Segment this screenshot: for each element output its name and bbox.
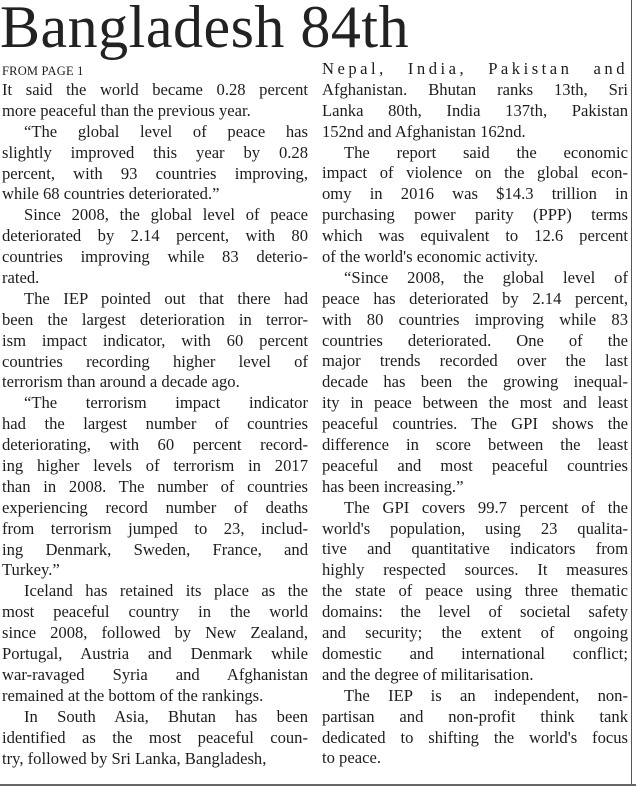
text-line: try, followed by Sri Lanka, Bangladesh, bbox=[2, 748, 267, 768]
article-paragraph bbox=[322, 268, 628, 498]
article-paragraph bbox=[322, 686, 628, 770]
text-line: peaceful countries. The GPI shows the bbox=[322, 414, 628, 434]
text-line: which was equivalent to 12.6 percent bbox=[322, 226, 628, 246]
text-line: Turkey.” bbox=[2, 560, 60, 580]
text-line: ing Denmark, Sweden, France, and bbox=[2, 539, 308, 559]
text-line: “The global level of peace has bbox=[24, 121, 308, 141]
text-line: “Since 2008, the global level of bbox=[344, 267, 628, 287]
text-line: percent, with 93 countries improving, bbox=[2, 163, 308, 183]
article-column-left bbox=[2, 80, 308, 769]
text-line: slightly improved this year by 0.28 bbox=[2, 142, 308, 162]
text-line: Iceland has retained its place as the bbox=[24, 581, 308, 601]
text-line: peace has deteriorated by 2.14 percent, bbox=[322, 288, 628, 308]
text-line: The report said the economic bbox=[344, 142, 628, 162]
article-paragraph bbox=[2, 707, 308, 770]
text-line: ism impact indicator, with 60 percent bbox=[2, 330, 308, 350]
text-line: war-ravaged Syria and Afghanistan bbox=[2, 664, 308, 684]
article-paragraph bbox=[2, 205, 308, 289]
text-line: The IEP is an independent, non- bbox=[344, 685, 628, 705]
text-line: countries improving while 83 deterio- bbox=[2, 247, 308, 267]
text-line: with 80 countries improving while 83 bbox=[322, 309, 628, 329]
text-line: countries deteriorated. One of the bbox=[322, 330, 628, 350]
text-line: difference in score between the least bbox=[322, 435, 628, 455]
text-line: from terrorism jumped to 23, includ- bbox=[2, 518, 308, 538]
text-line: partisan and non-profit think tank bbox=[322, 706, 628, 726]
article-paragraph bbox=[2, 289, 308, 393]
text-line: decade has been the growing inequal- bbox=[322, 372, 628, 392]
text-line: of the world's economic activity. bbox=[322, 247, 539, 267]
text-line: In South Asia, Bhutan has been bbox=[24, 706, 308, 726]
text-line: domestic and international conflict; bbox=[322, 643, 628, 663]
text-line: rated. bbox=[2, 268, 40, 288]
text-line: peaceful and most peaceful countries bbox=[322, 455, 628, 475]
text-line: while 68 countries deteriorated.” bbox=[2, 184, 220, 204]
text-line: It said the world became 0.28 percent bbox=[2, 80, 308, 99]
text-line: deteriorating, with 60 percent record- bbox=[2, 435, 308, 455]
text-line: Lanka 80th, India 137th, Pakistan bbox=[322, 100, 628, 120]
text-line: Since 2008, the global level of peace bbox=[24, 205, 308, 225]
text-line: been the largest deterioration in terror- bbox=[2, 309, 308, 329]
text-line: more peaceful than the previous year. bbox=[2, 100, 251, 120]
article-paragraph bbox=[322, 498, 628, 686]
text-line: than in 2008. The number of countries bbox=[2, 476, 308, 496]
text-line: and the degree of militarisation. bbox=[322, 664, 534, 684]
text-line: ing higher levels of terrorism in 2017 bbox=[2, 456, 308, 476]
text-line: domains: the level of societal safety bbox=[322, 602, 628, 622]
article-paragraph bbox=[2, 80, 308, 122]
article-paragraph bbox=[322, 59, 628, 143]
text-line: “The terrorism impact indicator bbox=[24, 393, 308, 413]
text-line: most peaceful country in the world bbox=[2, 602, 308, 622]
text-line: Afghanistan. Bhutan ranks 13th, Sri bbox=[322, 79, 628, 99]
text-line: world's population, using 23 qualita- bbox=[322, 518, 628, 538]
text-line: 152nd and Afghanistan 162nd. bbox=[322, 121, 526, 141]
text-line: omy in 2016 was $14.3 trillion in bbox=[322, 184, 628, 204]
text-line: dedicated to shifting the world's focus bbox=[322, 727, 628, 747]
text-line: the state of peace using three thematic bbox=[322, 581, 628, 601]
text-line: since 2008, followed by New Zealand, bbox=[2, 623, 308, 643]
text-line: Portugal, Austria and Denmark while bbox=[2, 644, 308, 664]
text-line: The IEP pointed out that there had bbox=[24, 288, 308, 308]
article-paragraph bbox=[2, 581, 308, 706]
article-paragraph bbox=[2, 393, 308, 581]
text-line: and security; the extent of ongoing bbox=[322, 623, 628, 643]
text-line: purchasing power parity (PPP) terms bbox=[322, 205, 628, 225]
text-line: countries recording higher level of bbox=[2, 351, 308, 371]
text-line: remained at the bottom of the rankings. bbox=[2, 685, 264, 705]
text-line: Nepal, India, Pakistan and bbox=[322, 59, 628, 78]
text-line: has been increasing.” bbox=[322, 476, 464, 496]
bottom-rule bbox=[0, 784, 636, 786]
headline: Bangladesh 84th bbox=[0, 0, 410, 60]
text-line: major trends recorded over the last bbox=[322, 351, 628, 371]
column-rule-right bbox=[631, 0, 632, 784]
article-column-right bbox=[322, 59, 628, 769]
text-line: ity in peace between the most and least bbox=[322, 393, 628, 413]
text-line: highly respected sources. It measures bbox=[322, 560, 628, 580]
text-line: deteriorated by 2.14 percent, with 80 bbox=[2, 226, 308, 246]
text-line: The GPI covers 99.7 percent of the bbox=[344, 497, 628, 517]
text-line: had the largest number of countries bbox=[2, 414, 308, 434]
article-paragraph bbox=[322, 143, 628, 268]
text-line: to peace. bbox=[322, 748, 381, 768]
text-line: experiencing record number of deaths bbox=[2, 497, 308, 517]
text-line: tive and quantitative indicators from bbox=[322, 539, 628, 559]
text-line: identified as the most peaceful coun- bbox=[2, 727, 308, 747]
text-line: impact of violence on the global econ- bbox=[322, 163, 628, 183]
from-page-kicker: FROM PAGE 1 bbox=[2, 64, 84, 78]
article-paragraph bbox=[2, 122, 308, 206]
text-line: terrorism than around a decade ago. bbox=[2, 372, 240, 392]
